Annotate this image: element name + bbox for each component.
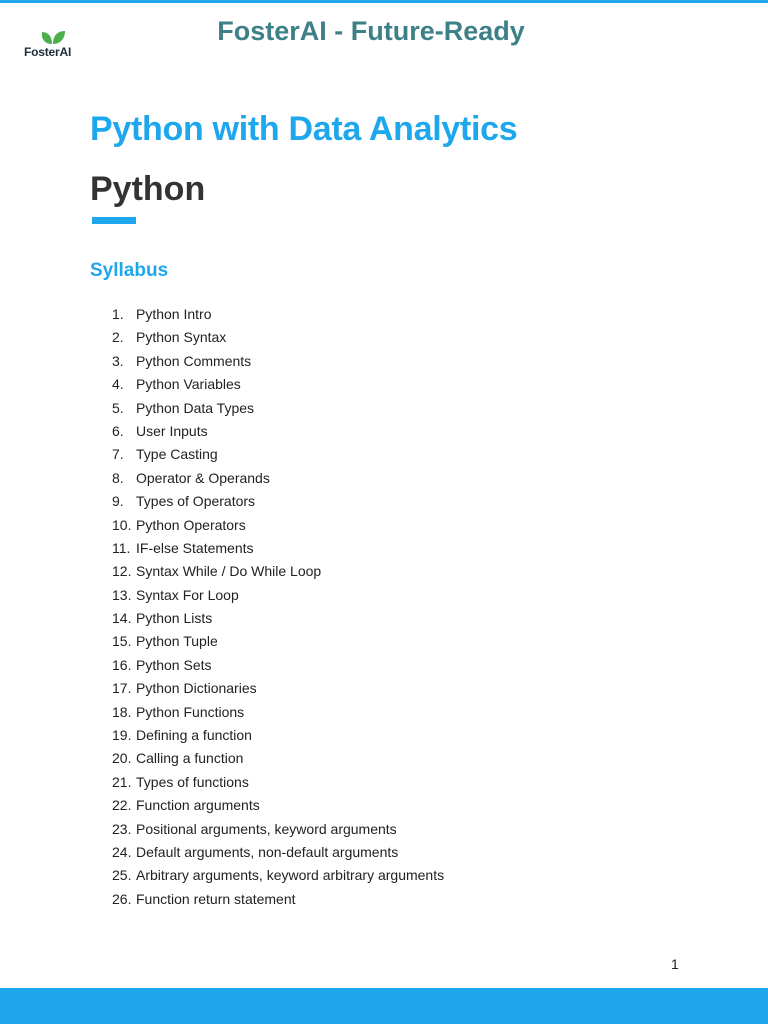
list-item-number: 22. [112, 797, 132, 814]
list-item-number: 13. [112, 586, 132, 603]
list-item-text: Python Dictionaries [136, 680, 257, 697]
list-item-number: 1. [112, 306, 124, 322]
list-item-number: 2. [112, 329, 124, 346]
page-number: 1 [671, 956, 679, 972]
subject-title: Python [90, 170, 206, 208]
list-item-number: 23. [112, 820, 132, 837]
footer-bar [0, 988, 768, 1024]
list-item-text: Python Operators [136, 516, 246, 533]
list-item-number: 6. [112, 422, 124, 439]
list-item-text: Defining a function [136, 727, 252, 744]
list-item-number: 15. [112, 633, 132, 650]
list-item-number: 10. [112, 516, 132, 533]
accent-bar [92, 217, 136, 224]
list-item-number: 17. [112, 680, 132, 697]
list-item-text: Operator & Operands [136, 469, 270, 486]
list-item-number: 20. [112, 750, 132, 767]
list-item-number: 18. [112, 703, 132, 720]
logo-text: FosterAI [24, 45, 72, 59]
header-title: FosterAI - Future-Ready [217, 16, 525, 46]
list-item-text: Python Data Types [136, 399, 255, 416]
list-item-number: 3. [112, 352, 124, 369]
list-item-number: 24. [112, 843, 132, 860]
list-item-text: Types of Operators [136, 493, 256, 510]
list-item-number: 5. [112, 399, 124, 416]
list-item-text: Syntax For Loop [136, 586, 239, 603]
syllabus-heading: Syllabus [90, 260, 169, 281]
list-item-number: 19. [112, 727, 132, 744]
list-item-number: 21. [112, 773, 132, 790]
list-item-number: 8. [112, 469, 124, 486]
list-item-text: Python Lists [136, 610, 213, 627]
list-item-text: Default arguments, non-default arguments [136, 843, 399, 860]
list-item-text: Types of functions [136, 773, 249, 790]
list-item-text: IF-else Statements [136, 539, 254, 556]
list-item-text: Python Sets [136, 656, 212, 673]
list-item-number: 16. [112, 656, 132, 673]
list-item-text: Python Tuple [136, 633, 218, 650]
top-rule [0, 0, 768, 3]
list-item-number: 12. [112, 563, 132, 580]
course-title: Python with Data Analytics [90, 110, 518, 148]
list-item-text: Python Functions [136, 703, 245, 720]
list-item-text: Python Comments [136, 352, 252, 369]
list-item-number: 25. [112, 867, 132, 884]
list-item-number: 14. [112, 610, 132, 627]
list-item-text: Type Casting [136, 446, 218, 463]
list-item-number: 4. [112, 376, 124, 393]
list-item-number: 11. [112, 539, 131, 556]
list-item-text: Syntax While / Do While Loop [136, 563, 322, 580]
list-item-number: 26. [112, 890, 132, 907]
list-item-text: Python Syntax [136, 329, 227, 346]
list-item-text: Function arguments [136, 797, 260, 814]
list-item-number: 7. [112, 446, 124, 463]
list-item-text: Arbitrary arguments, keyword arbitrary arguments [136, 867, 445, 884]
list-item-text: Python Intro [136, 306, 212, 322]
list-item-number: 9. [112, 493, 124, 510]
list-item-text: User Inputs [136, 422, 208, 439]
list-item-text: Python Variables [136, 376, 241, 393]
list-item-text: Calling a function [136, 750, 244, 767]
list-item-text: Function return statement [136, 890, 296, 907]
list-item-text: Positional arguments, keyword arguments [136, 820, 397, 837]
